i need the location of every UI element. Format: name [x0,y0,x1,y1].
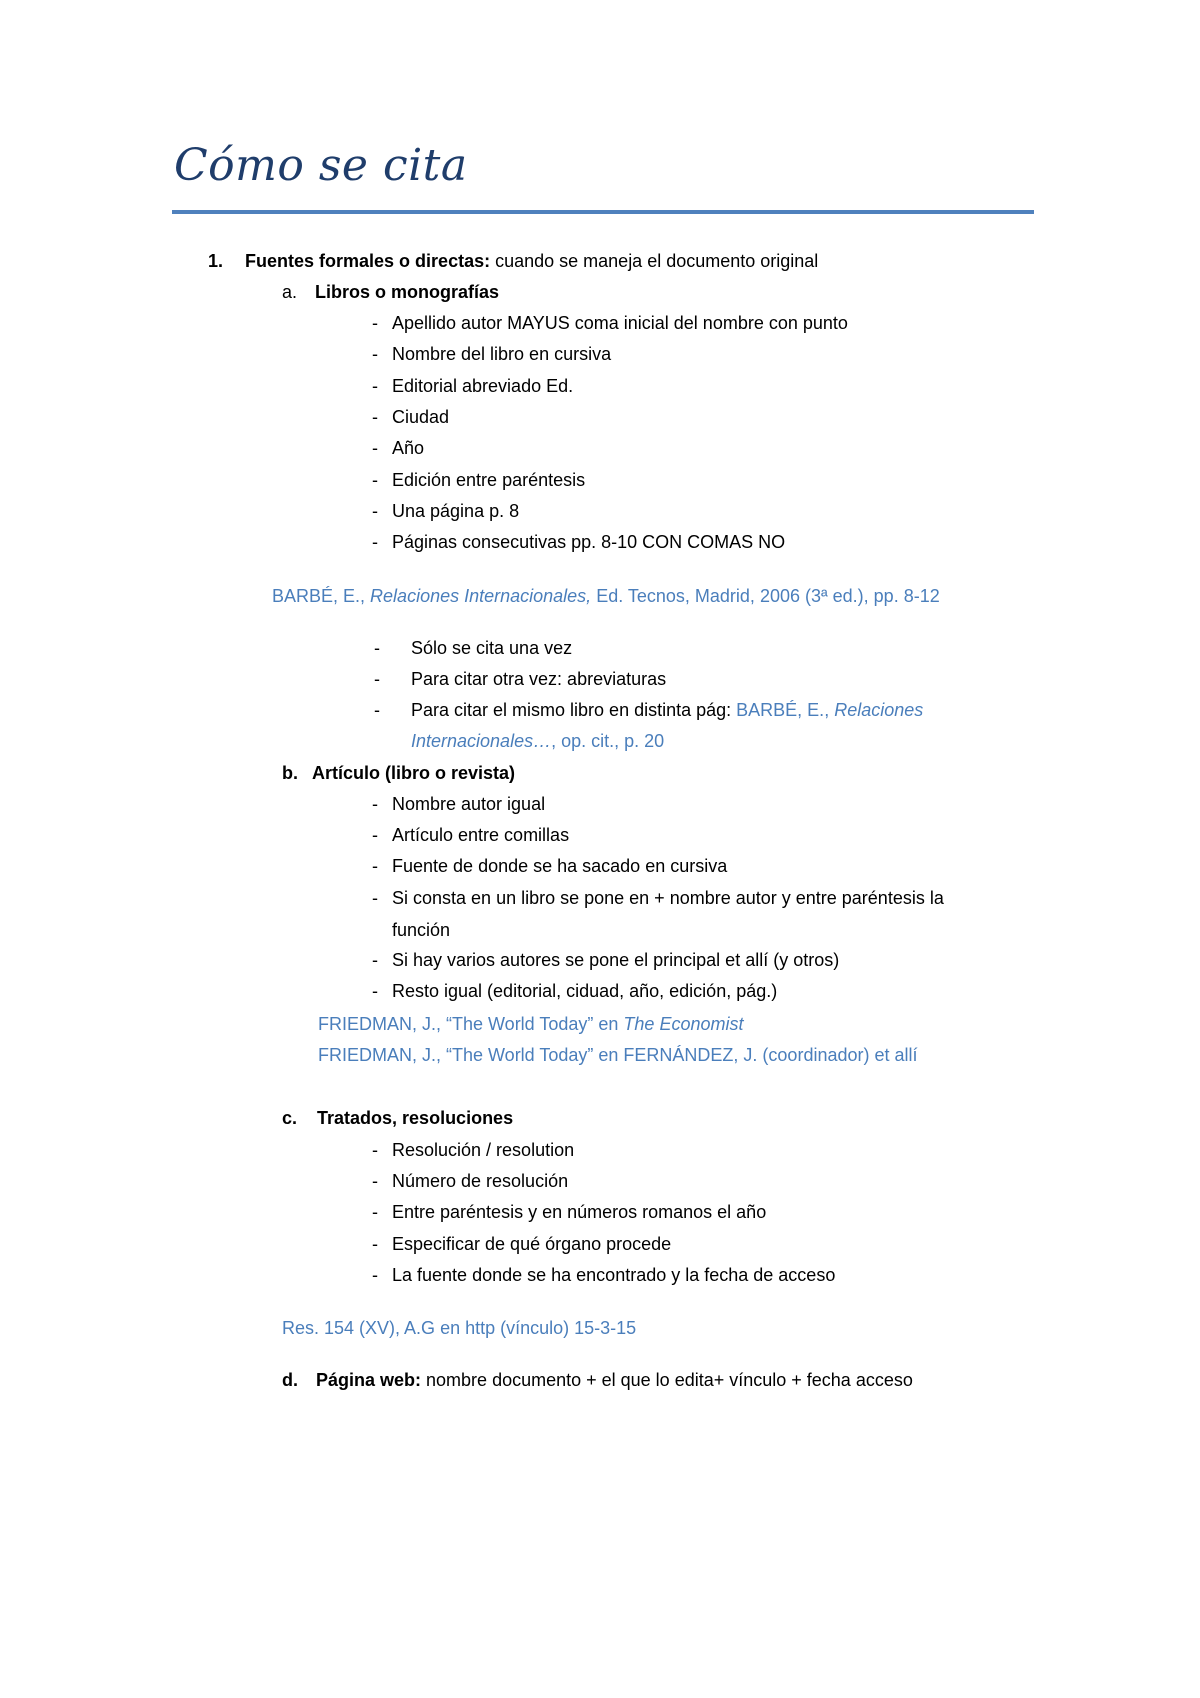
list-a-item-text: Edición entre paréntesis [392,469,586,490]
subsection-d-heading: Página web: [316,1370,422,1390]
article-example-2-text: FRIEDMAN, J., “The World Today” en FERNÁNDEZ, J. (coordinador) et allí [318,1045,918,1065]
note-3-author: BARBÉ, E., [736,700,835,720]
subsection-c-heading: Tratados, resoluciones [317,1108,514,1128]
bullet-dash: - [372,1202,378,1223]
bullet-dash: - [372,825,378,846]
example-author: BARBÉ, E., [272,586,371,606]
list-c-item-text: Entre paréntesis y en números romanos el año [392,1202,767,1223]
bullet-dash: - [372,532,378,553]
bullet-dash: - [374,638,380,658]
section-1-description: cuando se maneja el documento original [490,251,819,271]
subsection-c-line [282,1106,513,1130]
list-a-item [372,342,611,366]
bullet-dash: - [372,1233,378,1254]
note-item-text: Sólo se cita una vez [411,638,573,658]
list-a-item-text: Año [392,438,425,459]
list-a-item [372,374,573,398]
list-c-item-text: Número de resolución [392,1171,569,1192]
list-a-item [372,405,449,429]
note-item-3 [411,698,923,722]
section-1-line [208,249,818,273]
article-citation-example-2 [318,1043,918,1067]
example-rest: Ed. Tecnos, Madrid, 2006 (3ª ed.), pp. 8-12 [591,586,940,606]
list-c-item [372,1232,671,1256]
subsection-c-letter: c. [282,1108,298,1128]
note-item-3-continuation [411,729,664,753]
list-c-item [372,1169,568,1193]
example-title: Relaciones Internacionales, [370,586,592,606]
list-c-item [372,1200,766,1224]
subsection-b-heading: Artículo (libro o revista) [312,763,516,783]
list-a-item-text: Editorial abreviado Ed. [392,375,574,396]
list-a-item [372,530,785,554]
list-a-item [372,468,585,492]
list-b-item [372,792,545,816]
subsection-d-letter: d. [282,1370,298,1390]
list-b-item-text: Artículo entre comillas [392,825,570,846]
article-example-1-source: The Economist [623,1014,744,1034]
treaty-citation-example [282,1316,636,1340]
list-b-item-4-continuation [392,918,450,942]
note-item-3-dash: - [374,700,380,720]
bullet-dash: - [372,313,378,333]
bullet-dash: - [372,344,378,365]
list-b-item-text: Si hay varios autores se pone el principal et allí (y otros) [392,950,840,970]
bullet-dash: - [372,1140,378,1160]
bullet-dash: - [372,375,378,396]
list-a-item-text: Nombre del libro en cursiva [392,344,612,365]
note-item [374,667,666,691]
bullet-dash: - [372,794,378,814]
list-b-item-4-continued: función [392,920,451,940]
note-3-title: Relaciones [834,700,924,720]
article-example-1-text: FRIEDMAN, J., “The World Today” en [318,1014,624,1034]
section-1-heading: Fuentes formales o directas: [245,251,491,271]
list-c-item [372,1138,574,1162]
list-c-item-text: Resolución / resolution [392,1140,575,1160]
note-item [374,636,572,660]
list-b-item [372,886,944,910]
article-citation-example-1 [318,1012,743,1036]
bullet-dash: - [372,981,378,1002]
list-a-item [372,436,424,460]
bullet-dash: - [372,856,378,877]
page-title: Cómo se cita [174,140,468,191]
list-b-item-text: Nombre autor igual [392,794,546,814]
list-a-item-text: Una página p. 8 [392,500,520,521]
list-c-item-text: Especificar de qué órgano procede [392,1233,672,1254]
bullet-dash: - [372,887,378,908]
title-underline [172,210,1034,214]
bullet-dash: - [372,1264,378,1285]
bullet-dash: - [372,950,378,970]
subsection-b-letter: b. [282,763,298,783]
subsection-a-heading: Libros o monografías [315,282,500,302]
list-a-item-text: Páginas consecutivas pp. 8-10 CON COMAS NO [392,532,786,553]
list-a-item-text: Apellido autor MAYUS coma inicial del nombre con punto [392,313,848,333]
subsection-b-line [282,761,515,785]
list-b-item-text: Fuente de donde se ha sacado en cursiva [392,856,728,877]
subsection-d-description: nombre documento + el que lo edita+ vínculo + fecha acceso [421,1370,913,1390]
note-3-title-continued: Internacionales… [411,731,552,751]
list-b-item [372,979,777,1003]
list-a-item [372,499,519,523]
treaty-example-text: Res. 154 (XV), A.G en http (vínculo) 15-3-15 [282,1318,637,1338]
list-c-item [372,1263,835,1287]
list-b-item [372,823,569,847]
subsection-a-letter: a. [282,282,298,302]
list-b-item-text: Si consta en un libro se pone en + nombre autor y entre paréntesis la [392,887,944,908]
subsection-a-line [282,280,499,304]
list-a-item [372,311,848,335]
book-citation-example [272,584,940,608]
section-1-number: 1. [208,251,224,271]
bullet-dash: - [372,1171,378,1192]
bullet-dash: - [374,669,380,689]
list-b-item-text: Resto igual (editorial, ciduad, año, edición, pág.) [392,981,778,1002]
note-3-rest: , op. cit., p. 20 [551,731,665,751]
subsection-d-line [282,1368,913,1392]
note-3-text: Para citar el mismo libro en distinta pág: [411,700,737,720]
note-item-text: Para citar otra vez: abreviaturas [411,669,667,689]
list-c-item-text: La fuente donde se ha encontrado y la fecha de acceso [392,1264,836,1285]
bullet-dash: - [372,438,378,459]
list-b-item [372,948,839,972]
bullet-dash: - [372,500,378,521]
list-a-item-text: Ciudad [392,406,450,427]
bullet-dash: - [372,469,378,490]
bullet-dash: - [372,406,378,427]
list-b-item [372,854,727,878]
